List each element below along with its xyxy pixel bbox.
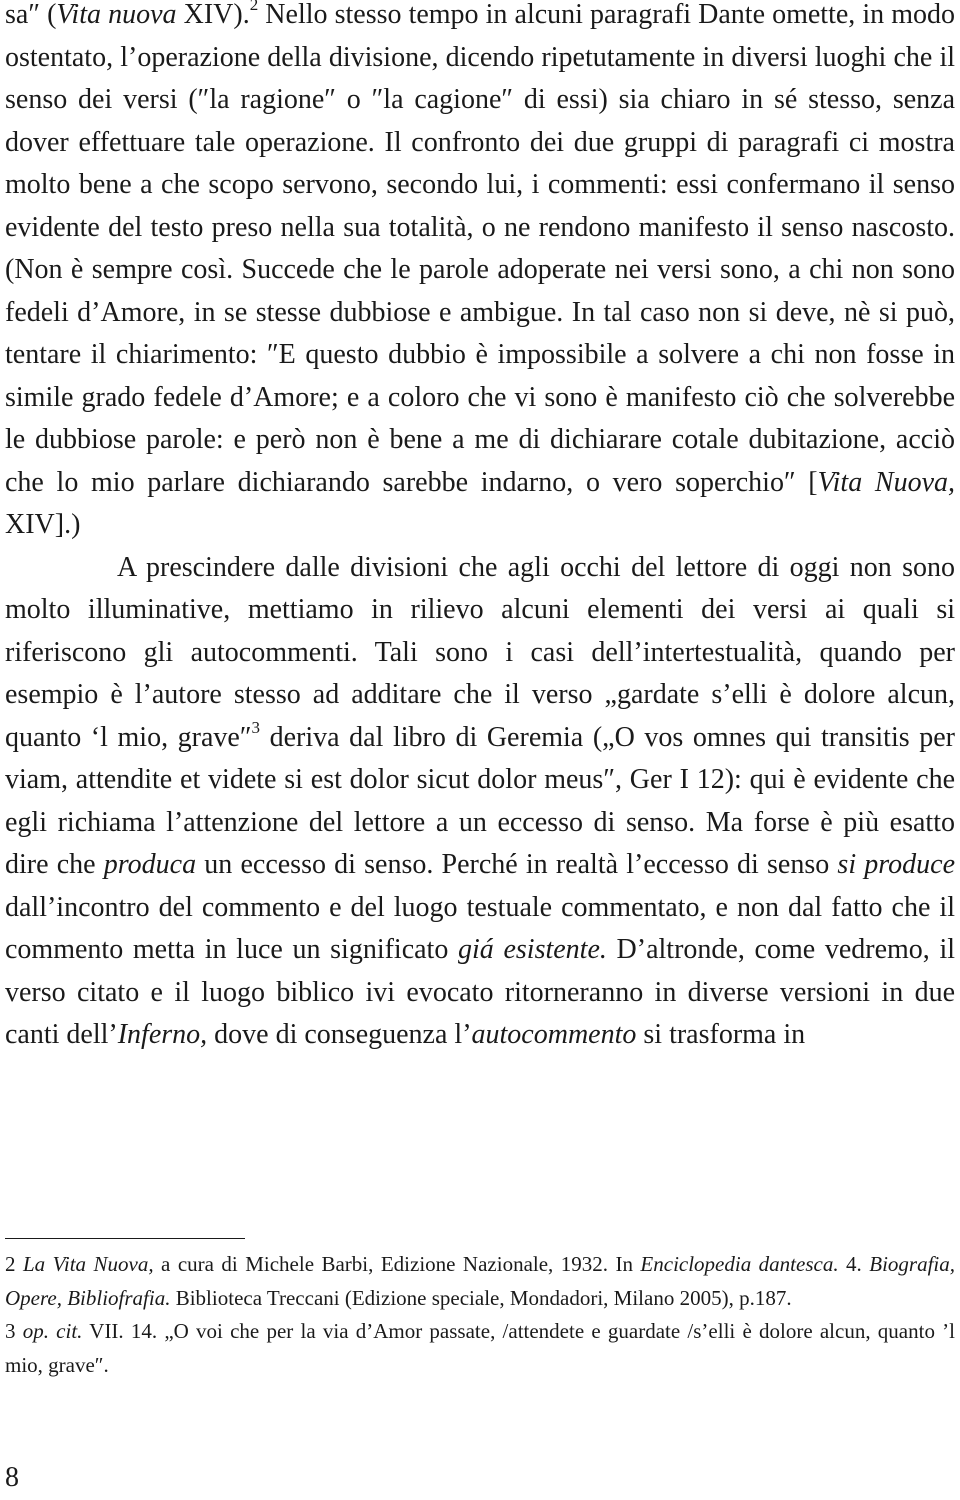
text-run: Biblioteca Treccani (Edizione speciale, Mondadori, Milano 2005), p.187. — [170, 1285, 792, 1310]
text-run: si trasforma in — [636, 1019, 806, 1050]
body-text — [5, 0, 955, 1057]
italic-abbreviation: op. cit. — [22, 1319, 83, 1343]
footnote-ref[interactable]: 2 — [249, 0, 259, 14]
paragraph — [5, 547, 955, 1057]
italic-title: Enciclopedia dantesca. — [640, 1252, 839, 1276]
italic-title: Biografia, Opere, Bibliofrafia. — [5, 1252, 956, 1310]
footnote-separator — [5, 1238, 245, 1239]
text-run: A prescindere dalle divisioni che agli occhi del lettore di oggi non sono molto illuminative, mettiamo in rilievo alcuni elementi dei versi ai quali si riferiscono gli autocommenti. Tali sono i casi dell’intertestualità, quando per esempio è l’autore stesso ad additare che il verso „gardate s’elli è dolore alcun, quanto ‘l mio, grave″ — [5, 551, 955, 753]
text-run: XIV].) — [5, 509, 81, 540]
text-run: un eccesso di senso. Perché in realtà l’eccesso di senso — [196, 849, 838, 880]
text-run: deriva dal libro di Geremia („O vos omnes qui transitis per viam, attendite et videte si est dolor sicut dolor meus″, Ger I 12): qui è evidente che egli richiama l’attenzione del lettore a un eccesso di senso. Ma forse è più esatto dire che — [5, 721, 955, 880]
text-run: 4. — [838, 1252, 870, 1276]
text-run: VII. 14. „O voi che per la via d’Amor passate, /attendete e guardate /s’elli è dolore alcun, quanto ’l mio, grave″. — [5, 1319, 955, 1377]
text-run: XIV). — [176, 0, 250, 30]
italic-emphasis: si produce — [837, 849, 956, 880]
footnote-number: 2 — [5, 1252, 23, 1276]
text-run: dove di conseguenza l’ — [207, 1019, 472, 1050]
italic-title: Inferno, — [117, 1019, 208, 1050]
footnote — [5, 1248, 955, 1315]
italic-title: Vita nuova — [56, 0, 177, 30]
italic-title: La Vita Nuova, — [22, 1252, 154, 1276]
italic-title: Vita Nuova, — [817, 466, 956, 498]
text-run: D’altronde, come vedremo, il verso citato e il luogo biblico ivi evocato ritorneranno in diverse versioni in due canti dell’ — [5, 934, 956, 1050]
text-run: sa″ ( — [5, 0, 57, 30]
text-run: a cura di Michele Barbi, Edizione Nazionale, 1932. In — [153, 1252, 641, 1276]
footnote-number: 3 — [5, 1319, 23, 1343]
page-number: 8 — [5, 1462, 19, 1493]
text-run: Nello stesso tempo in alcuni paragrafi Dante omette, in modo ostentato, l’operazione della divisione, dicendo ripetutamente in diversi luoghi che il senso dei versi (″la ragione″ o ″la cagione″ di essi) sia chiaro in sé stesso, senza dover effettuare tale operazione. Il confronto dei due gruppi di paragrafi ci mostra molto bene a che scopo servono, secondo lui, i commenti: essi confermano il senso evidente del testo preso nella sua totalità, o ne rendono manifesto il senso nascosto. (Non è sempre così. Succede che le parole adoperate nei versi sono, a chi non sono fedeli d’Amore, in se stesse dubbiose e ambigue. In tal caso non si deve, nè si può, tentare il chiarimento: ″E questo dubbio è impossibile a solvere a chi non fosse in simile grado fedele d’Amore; e a coloro che vi sono è manifesto ciò che solverebbe le dubbiose parole: e però non è bene a me di dichiarare cotale dubitazione, acciò che lo mio parlare dichiarando sarebbe indarno, o vero soperchio″ [ — [5, 0, 956, 498]
footnote-ref[interactable]: 3 — [251, 717, 261, 737]
italic-emphasis: autocommento — [471, 1019, 637, 1050]
italic-emphasis: giá esistente. — [458, 934, 607, 965]
paragraph — [5, 0, 955, 547]
italic-emphasis: produca — [103, 849, 197, 880]
footnotes — [5, 1248, 955, 1382]
text-run: dall’incontro del commento e del luogo testuale commentato, e non dal fatto che il commento metta in luce un significato — [5, 891, 955, 965]
footnote — [5, 1315, 955, 1382]
